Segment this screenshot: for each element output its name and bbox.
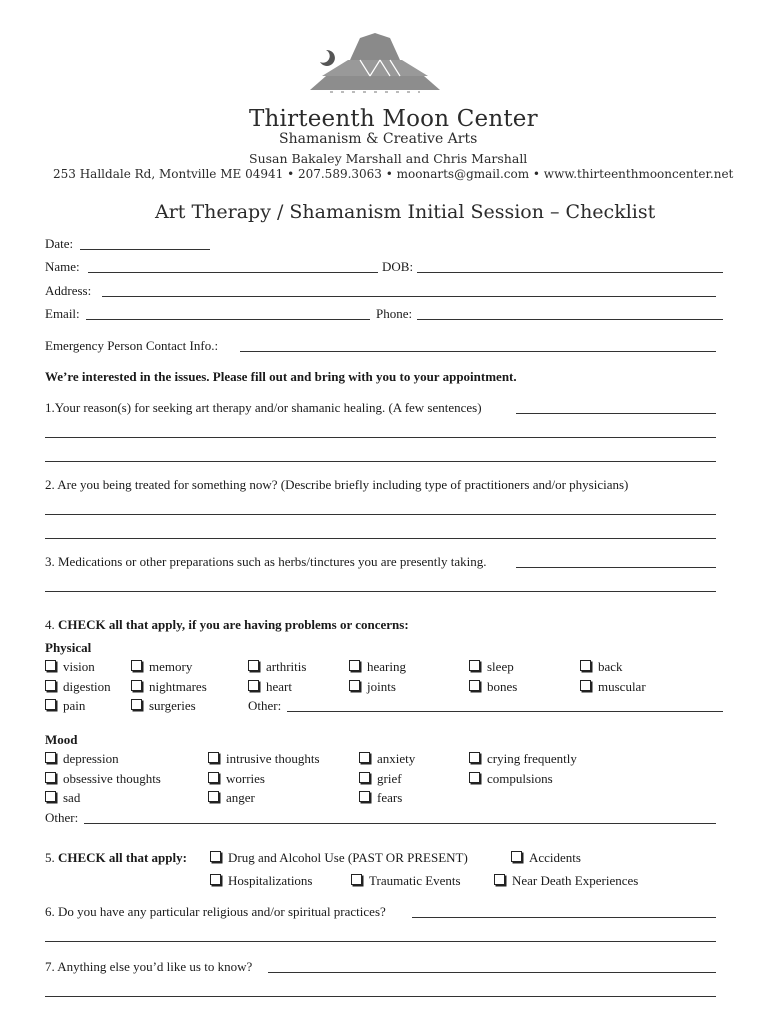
checkbox-icon[interactable] <box>208 752 219 763</box>
checkbox-label: grief <box>377 771 402 786</box>
checkbox-label: depression <box>63 751 119 766</box>
checkbox-label: vision <box>63 659 95 674</box>
checkbox-label: joints <box>367 679 396 694</box>
question-4 <box>45 617 409 633</box>
physical-other-field[interactable] <box>287 711 723 712</box>
question-6: 6. Do you have any particular religious and/or spiritual practices? <box>45 904 386 919</box>
checkbox-icon[interactable] <box>511 851 522 862</box>
checkbox-icon[interactable] <box>45 791 56 802</box>
question-5 <box>45 850 187 866</box>
question-3: 3. Medications or other preparations such as herbs/tinctures you are presently taking. <box>45 554 487 569</box>
checkbox-label: nightmares <box>149 679 207 694</box>
checkbox-fears[interactable] <box>359 790 402 806</box>
checkbox-icon[interactable] <box>359 752 370 763</box>
address-label: Address: <box>45 283 92 298</box>
checkbox-icon[interactable] <box>469 772 480 783</box>
checkbox-intrusive-thoughts[interactable] <box>208 751 320 767</box>
dob-label: DOB: <box>382 259 414 274</box>
physical-other-label: Other: <box>248 698 282 713</box>
question-1: 1.Your reason(s) for seeking art therapy and/or shamanic healing. (A few sentences) <box>45 400 482 415</box>
checkbox-icon[interactable] <box>469 660 480 671</box>
checkbox-label: compulsions <box>487 771 553 786</box>
email-label: Email: <box>45 306 80 321</box>
checkbox-icon[interactable] <box>359 772 370 783</box>
checkbox-icon[interactable] <box>45 660 56 671</box>
checkbox-label: digestion <box>63 679 111 694</box>
email-field[interactable] <box>86 319 370 320</box>
checkbox-label: sad <box>63 790 81 805</box>
phone-field[interactable] <box>417 319 723 320</box>
emergency-label: Emergency Person Contact Info.: <box>45 338 219 353</box>
checkbox-label: pain <box>63 698 86 713</box>
checkbox-depression[interactable] <box>45 751 119 767</box>
checkbox-drug-alcohol[interactable] <box>210 850 468 866</box>
q4-number: 4. <box>45 617 58 632</box>
q1-answer-line[interactable] <box>45 437 716 438</box>
checkbox-label: surgeries <box>149 698 196 713</box>
checkbox-surgeries[interactable] <box>131 698 196 714</box>
logo-icon <box>300 28 450 110</box>
physical-heading: Physical <box>45 640 92 655</box>
date-label: Date: <box>45 236 74 251</box>
checkbox-icon[interactable] <box>208 791 219 802</box>
form-title: Art Therapy / Shamanism Initial Session – Checklist <box>155 201 656 223</box>
checkbox-traumatic-events[interactable] <box>351 873 461 889</box>
checkbox-arthritis[interactable] <box>248 659 306 675</box>
checkbox-label: bones <box>487 679 518 694</box>
q2-answer-line[interactable] <box>45 514 716 515</box>
org-name: Thirteenth Moon Center <box>249 106 538 132</box>
checkbox-label: crying frequently <box>487 751 577 766</box>
checkbox-icon[interactable] <box>131 660 142 671</box>
checkbox-worries[interactable] <box>208 771 265 787</box>
checkbox-obsessive-thoughts[interactable] <box>45 771 161 787</box>
q7-answer-line[interactable] <box>45 996 716 997</box>
q5-number: 5. <box>45 850 58 865</box>
checkbox-icon[interactable] <box>580 660 591 671</box>
name-field[interactable] <box>88 272 378 273</box>
checkbox-joints[interactable] <box>349 679 396 695</box>
date-field[interactable] <box>80 249 210 250</box>
checkbox-label: Drug and Alcohol Use (PAST OR PRESENT) <box>228 850 468 865</box>
checkbox-crying-frequently[interactable] <box>469 751 577 767</box>
checkbox-icon[interactable] <box>131 699 142 710</box>
checkbox-label: Accidents <box>529 850 581 865</box>
checkbox-nightmares[interactable] <box>131 679 207 695</box>
contact-line: 253 Halldale Rd, Montville ME 04941 • 207.589.3063 • moonarts@gmail.com • www.thirteenthmooncenter.net <box>53 167 734 181</box>
checkbox-label: anxiety <box>377 751 416 766</box>
checkbox-icon[interactable] <box>45 752 56 763</box>
mood-heading: Mood <box>45 732 78 747</box>
checkbox-label: arthritis <box>266 659 307 674</box>
checkbox-accidents[interactable] <box>511 850 581 866</box>
mood-other-field[interactable] <box>84 823 716 824</box>
q3-answer-line[interactable] <box>516 567 716 568</box>
checkbox-heart[interactable] <box>248 679 292 695</box>
checkbox-compulsions[interactable] <box>469 771 553 787</box>
checkbox-pain[interactable] <box>45 698 85 714</box>
checkbox-label: intrusive thoughts <box>226 751 320 766</box>
checkbox-icon[interactable] <box>359 791 370 802</box>
checkbox-icon[interactable] <box>131 680 142 691</box>
checkbox-memory[interactable] <box>131 659 192 675</box>
q3-answer-line[interactable] <box>45 591 716 592</box>
q4-instruction: CHECK all that apply, if you are having problems or concerns: <box>58 617 409 632</box>
checkbox-icon[interactable] <box>45 772 56 783</box>
checkbox-sleep[interactable] <box>469 659 514 675</box>
checkbox-hearing[interactable] <box>349 659 406 675</box>
checkbox-muscular[interactable] <box>580 679 646 695</box>
checkbox-hospitalizations[interactable] <box>210 873 313 889</box>
checkbox-icon[interactable] <box>351 874 362 885</box>
checkbox-bones[interactable] <box>469 679 517 695</box>
checkbox-icon[interactable] <box>45 699 56 710</box>
people-line: Susan Bakaley Marshall and Chris Marshall <box>249 151 528 166</box>
question-2: 2. Are you being treated for something now? (Describe briefly including type of practitioners and/or physicians) <box>45 477 629 492</box>
checkbox-sad[interactable] <box>45 790 80 806</box>
address-field[interactable] <box>102 296 716 297</box>
q7-answer-line[interactable] <box>268 972 716 973</box>
checkbox-icon[interactable] <box>248 680 259 691</box>
q1-answer-line[interactable] <box>516 413 716 414</box>
checkbox-icon[interactable] <box>208 772 219 783</box>
q6-answer-line[interactable] <box>45 941 716 942</box>
checkbox-label: heart <box>266 679 292 694</box>
checkbox-digestion[interactable] <box>45 679 111 695</box>
checkbox-label: back <box>598 659 623 674</box>
intro-text: We’re interested in the issues. Please fill out and bring with you to your appointment. <box>45 369 517 384</box>
checkbox-icon[interactable] <box>349 660 360 671</box>
checkbox-icon[interactable] <box>469 752 480 763</box>
phone-label: Phone: <box>376 306 413 321</box>
checkbox-label: hearing <box>367 659 406 674</box>
checkbox-icon[interactable] <box>45 680 56 691</box>
checkbox-icon[interactable] <box>469 680 480 691</box>
checkbox-anxiety[interactable] <box>359 751 415 767</box>
name-label: Name: <box>45 259 80 274</box>
checkbox-label: Hospitalizations <box>228 873 313 888</box>
checkbox-label: Near Death Experiences <box>512 873 639 888</box>
checkbox-label: anger <box>226 790 255 805</box>
checkbox-label: sleep <box>487 659 514 674</box>
tagline: Shamanism & Creative Arts <box>279 131 478 147</box>
emergency-field[interactable] <box>240 351 716 352</box>
dob-field[interactable] <box>417 272 723 273</box>
checkbox-back[interactable] <box>580 659 623 675</box>
q2-answer-line[interactable] <box>45 538 716 539</box>
checkbox-icon[interactable] <box>210 874 221 885</box>
checkbox-label: muscular <box>598 679 646 694</box>
checkbox-label: Traumatic Events <box>369 873 461 888</box>
checkbox-label: memory <box>149 659 193 674</box>
checkbox-icon[interactable] <box>349 680 360 691</box>
checkbox-grief[interactable] <box>359 771 402 787</box>
checkbox-icon[interactable] <box>580 680 591 691</box>
checkbox-vision[interactable] <box>45 659 95 675</box>
q1-answer-line[interactable] <box>45 461 716 462</box>
checkbox-label: obsessive thoughts <box>63 771 161 786</box>
mood-other-label: Other: <box>45 810 79 825</box>
checkbox-label: fears <box>377 790 403 805</box>
checkbox-anger[interactable] <box>208 790 255 806</box>
q5-instruction: CHECK all that apply: <box>58 850 187 865</box>
checkbox-near-death[interactable] <box>494 873 638 889</box>
checkbox-icon[interactable] <box>210 851 221 862</box>
checkbox-icon[interactable] <box>494 874 505 885</box>
question-7: 7. Anything else you’d like us to know? <box>45 959 253 974</box>
checkbox-label: worries <box>226 771 265 786</box>
q6-answer-line[interactable] <box>412 917 716 918</box>
checkbox-icon[interactable] <box>248 660 259 671</box>
